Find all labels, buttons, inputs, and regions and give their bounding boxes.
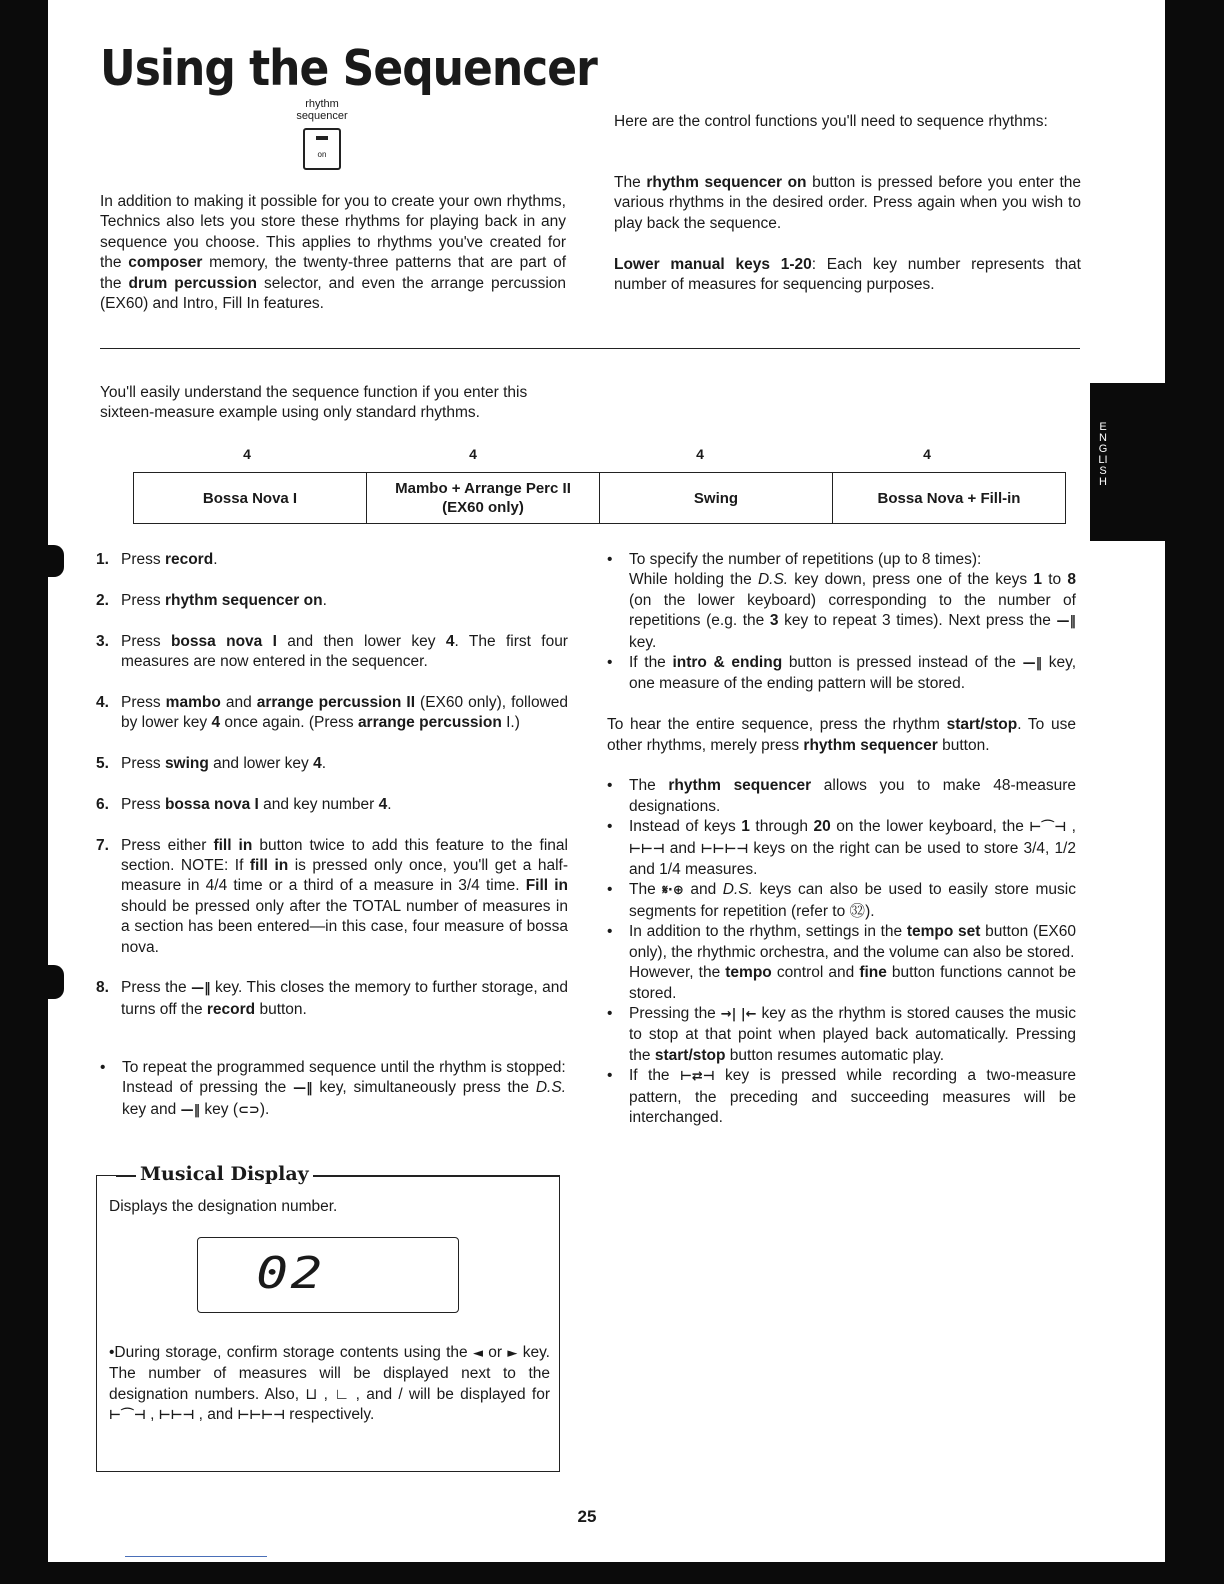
left-page-edge <box>0 0 48 1584</box>
page-marker <box>48 965 64 999</box>
lcd-symbol-icon: / <box>398 1385 403 1403</box>
half-key-icon: ⊢⊢⊣ <box>158 1408 195 1424</box>
list-item: • Instead of keys 1 through 20 on the lower keyboard, the ⊢⌒⊣ , ⊢⊢⊣ and ⊢⊢⊢⊣ keys on the right can be used to store 3/4, 1/2 and 1/4 measures. <box>607 818 1076 879</box>
list-item: • Pressing the →| |← key as the rhythm is stored causes the music to stop at that point when played back automatically. Pressing the start/stop button resumes automatic play. <box>607 1004 1076 1064</box>
section-divider <box>100 348 1080 349</box>
repeat-key-icon: ⊂⊃ <box>238 1102 260 1118</box>
lcd-symbol-icon: ⊔ <box>305 1385 318 1403</box>
rhythm-sequencer-button-illustration <box>286 98 358 170</box>
end-key-icon: —‖ <box>191 981 211 997</box>
list-item: • If the ⊢⇄⊣ key is pressed while recording a two-measure pattern, the preceding and succeeding measures will be interchanged. <box>607 1067 1076 1126</box>
example-intro: You'll easily understand the sequence function if you enter this sixteen-measure example using only standard rhythms. <box>100 384 528 422</box>
list-item: 6. Press bossa nova I and key number 4. <box>96 795 392 813</box>
end-key-icon: —‖ <box>1056 614 1076 630</box>
bottom-page-edge <box>0 1562 1224 1584</box>
page-reference-icon: ㉜ <box>849 902 866 920</box>
list-item: 5. Press swing and lower key 4. <box>96 755 327 772</box>
list-item: 7. Press either fill in button twice to add this feature to the final section. NOTE: If fill in is pressed only once, you'll get a half-measure in 4/4 time or a third of a measure in 3/4 time. Fill in should be pressed only after the TOTAL number of measures in a section has been entered—in this case, four measure of bossa nova. <box>96 836 569 956</box>
list-item: • To repeat the programmed sequence until the rhythm is stopped: Instead of pressing the —‖ key, simultaneously press the D.S. key and —‖ key (⊂⊃). <box>100 1058 566 1121</box>
measure-count: 4 <box>696 446 704 462</box>
half-key-icon: ⊢⊢⊣ <box>629 841 665 857</box>
sequencer-button-label: rhythm sequencer <box>296 98 348 122</box>
sequencer-button-state: on <box>317 150 327 159</box>
segno-coda-icon: 𝄋·⊕ <box>662 883 684 899</box>
table-row <box>134 473 1066 524</box>
list-item: 4. Press mambo and arrange percussion II (EX60 only), followed by lower key 4 once again. (Press arrange percussion I.) <box>96 693 568 732</box>
lcd-symbol-icon: ∟ <box>334 1385 350 1403</box>
musical-display-note: •During storage, confirm storage contents using the ◄ or ► key. The number of measures will be displayed next to the designation numbers. Also, ⊔ , ∟ , and / will be displayed for ⊢⌒⊣ , ⊢⊢⊣ , and ⊢⊢⊢⊣ respectively. <box>109 1343 550 1427</box>
lcd-display <box>197 1237 459 1313</box>
quarter-key-icon: ⊢⊢⊢⊣ <box>700 841 749 857</box>
list-item: • In addition to the rhythm, settings in the tempo set button (EX60 only), the rhythmic orchestra, and the volume can also be stored. However, the tempo control and fine button functions cannot be stored. <box>607 923 1076 1002</box>
table-cell: Bossa Nova + Fill-in <box>833 473 1066 524</box>
swap-key-icon: ⊢⇄⊣ <box>679 1069 715 1085</box>
footer-rule <box>125 1556 267 1557</box>
list-item: • The 𝄋·⊕ and D.S. keys can also be used to easily store music segments for repetition (refer to ㉜). <box>607 881 1076 920</box>
right-page-edge <box>1165 0 1224 1584</box>
sequencer-on-description: The rhythm sequencer on button is pressed before you enter the various rhythms in the desired order. Press again when you wish to play back the sequence. <box>614 174 1081 232</box>
measure-count: 4 <box>243 446 251 462</box>
list-item: • If the intro & ending button is pressed instead of the —‖ key, one measure of the ending pattern will be stored. <box>607 654 1076 693</box>
list-item: 3. Press bossa nova I and then lower key 4. The first four measures are now entered in the sequencer. <box>96 632 568 670</box>
quarter-key-icon: ⊢⊢⊢⊣ <box>237 1408 285 1424</box>
list-item: 1. Press record. <box>96 551 218 568</box>
list-item: • To specify the number of repetitions (up to 8 times): While holding the D.S. key down, press one of the keys 1 to 8 (on the lower keyboard) corresponding to the number of repetitions (e.g. the 3 key to repeat 3 times). Next press the —‖ key. <box>607 551 1076 651</box>
end-key-icon: —‖ <box>1022 656 1043 672</box>
sequencer-button-icon <box>303 128 341 170</box>
left-arrow-icon: ◄ <box>472 1346 483 1361</box>
musical-display-description: Displays the designation number. <box>109 1198 338 1215</box>
lower-keys-description: Lower manual keys 1-20: Each key number represents that number of measures for sequencing purposes. <box>614 256 1081 294</box>
playback-paragraph: To hear the entire sequence, press the rhythm start/stop. To use other rhythms, merely press rhythm sequencer button. <box>607 716 1076 754</box>
step-list <box>96 550 568 1041</box>
musical-display-header <box>96 1162 560 1186</box>
table-cell: Swing <box>600 473 833 524</box>
table-cell: Mambo + Arrange Perc II (EX60 only) <box>367 473 600 524</box>
list-item: 8. Press the —‖ key. This closes the memory to further storage, and turns off the record button. <box>96 979 568 1018</box>
musical-display-title: Musical Display <box>136 1162 313 1186</box>
intro-paragraph: In addition to making it possible for you to create your own rhythms, Technics also lets you store these rhythms for playing back in any sequence you choose. This applies to rhythms you've created for the composer memory, the twenty-three patterns that are part of the drum percussion selector, and even the arrange percussion (EX60) and Intro, Fill In features. <box>100 193 566 313</box>
right-column <box>607 550 1076 1128</box>
measure-count: 4 <box>469 446 477 462</box>
stop-key-icon: →| |← <box>720 1006 757 1022</box>
list-item: • The rhythm sequencer allows you to make 48-measure designations. <box>607 777 1076 815</box>
page-title: Using the Sequencer <box>100 40 597 98</box>
end-key-icon: —‖ <box>180 1102 201 1118</box>
measure-count: 4 <box>923 446 931 462</box>
page-number: 25 <box>577 1507 597 1526</box>
musical-display-box <box>96 1175 560 1472</box>
end-key-icon: —‖ <box>293 1081 313 1097</box>
language-tab-label: ENGLISH <box>1098 421 1108 488</box>
page-marker <box>48 545 64 577</box>
control-functions-intro: Here are the control functions you'll need to sequence rhythms: <box>614 113 1048 130</box>
three-quarter-key-icon: ⊢⌒⊣ <box>1029 820 1067 836</box>
table-cell: Bossa Nova I <box>134 473 367 524</box>
three-quarter-key-icon: ⊢⌒⊣ <box>109 1408 146 1424</box>
lcd-value: 02 <box>256 1248 325 1299</box>
rhythm-sequence-table <box>133 472 1066 524</box>
right-arrow-icon: ► <box>507 1346 518 1361</box>
list-item: 2. Press rhythm sequencer on. <box>96 591 327 609</box>
